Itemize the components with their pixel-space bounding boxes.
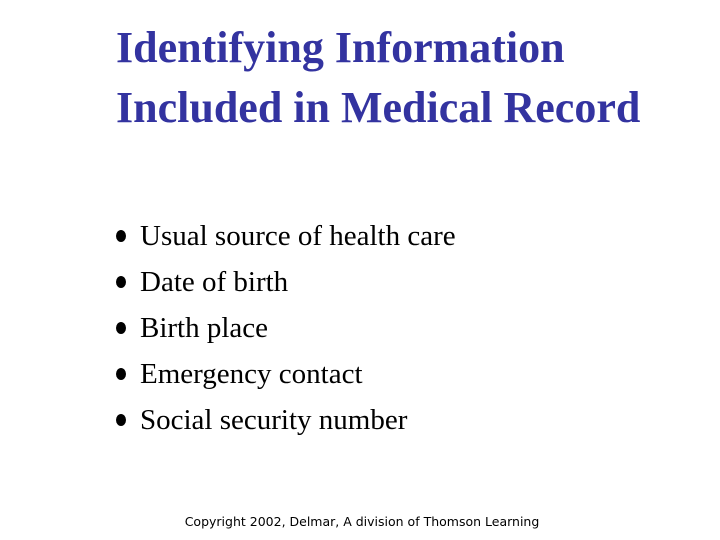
list-item [116, 351, 456, 397]
bullet-text: Social security number [140, 403, 408, 436]
bullet-icon [116, 276, 126, 288]
slide-title: Identifying Information Included in Medical Record [116, 23, 641, 132]
bullet-list [116, 213, 456, 443]
list-item [116, 305, 456, 351]
bullet-text: Date of birth [140, 265, 289, 298]
bullet-icon [116, 368, 126, 380]
bullet-text: Birth place [140, 311, 269, 344]
copyright-footer: Copyright 2002, Delmar, A division of Thomson Learning [184, 514, 540, 529]
bullet-icon [116, 230, 126, 242]
list-item [116, 259, 456, 305]
bullet-icon [116, 414, 126, 426]
bullet-icon [116, 322, 126, 334]
bullet-text: Emergency contact [140, 357, 363, 390]
list-item [116, 213, 456, 259]
bullet-text: Usual source of health care [140, 219, 456, 252]
list-item [116, 397, 456, 443]
